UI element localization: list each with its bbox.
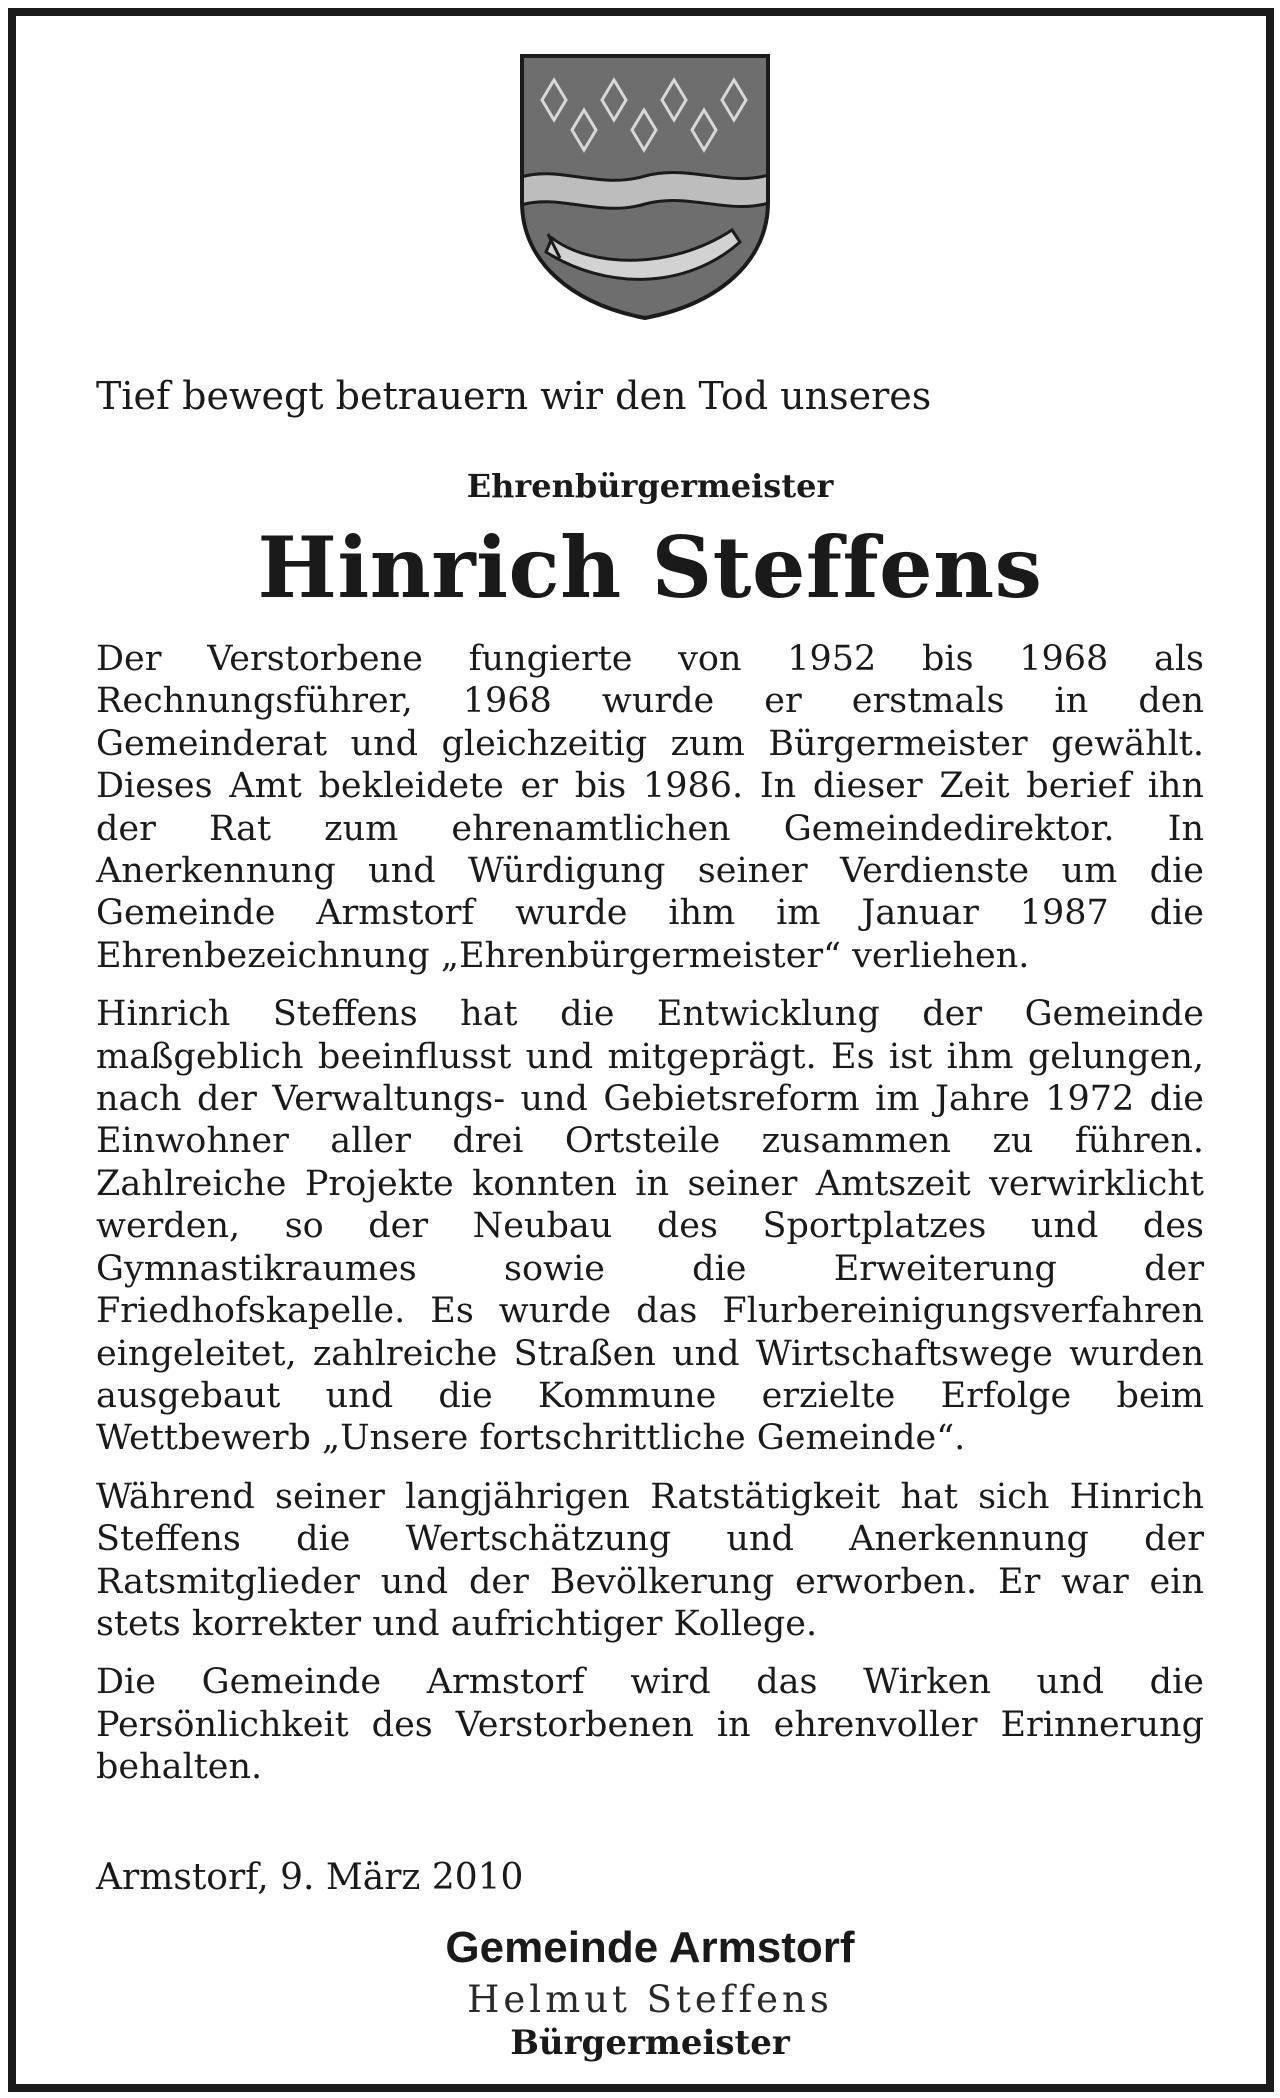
- signature-title: Bürgermeister: [510, 2023, 790, 2063]
- signature-organization: Gemeinde Armstorf: [445, 1923, 855, 1972]
- coat-of-arms-icon: [518, 52, 772, 322]
- notice-body: [96, 638, 1204, 1805]
- notice-frame: [8, 8, 1274, 2092]
- signature-person: Helmut Steffens: [467, 1978, 833, 2021]
- paragraph-achievements: Hinrich Steffens hat die Entwicklung der Gemeinde maßgeblich beeinflusst und mitgeprägt. Es ist ihm gelungen, nach der Verwaltungs- und Gebietsreform im Jahre 1972 die Einwohner aller drei Ortsteile zusammen zu führen. Zahlreiche Projekte konnten in seiner Amtszeit verwirklicht werden, so der Neubau des Sportplatzes und des Gymnastikraumes sowie die Erweiterung der Friedhofskapelle. Es wurde das Flurbereinigungsverfahren eingeleitet, zahlreiche Straßen und Wirtschaftswege wurden ausgebaut und die Kommune erzielte Erfolge beim Wettbewerb „Unsere fortschrittliche Gemeinde“.: [96, 994, 1204, 1459]
- paragraph-career: Der Verstorbene fungierte von 1952 bis 1968 als Rechnungsführer, 1968 wurde er erstmals in den Gemeinderat und gleichzeitig zum Bürgermeister gewählt. Dieses Amt bekleidete er bis 1986. In dieser Zeit berief ihn der Rat zum ehrenamtlichen Gemeindedirektor. In Anerkennung und Würdigung seiner Verdienste um die Gemeinde Armstorf wurde ihm im Januar 1987 die Ehrenbezeichnung „Ehrenbürgermeister“ verliehen.: [96, 639, 1204, 976]
- paragraph-council: Während seiner langjährigen Ratstätigkeit hat sich Hinrich Steffens die Wertschätzung und Anerkennung der Ratsmitglieder und der Bevölkerung erworben. Er war ein stets korrekter und aufrichtiger Kollege.: [96, 1476, 1204, 1644]
- paragraph-closing: Die Gemeinde Armstorf wird das Wirken und die Persönlichkeit des Verstorbenen in ehrenvoller Erinnerung behalten.: [96, 1662, 1204, 1788]
- deceased-name: Hinrich Steffens: [257, 518, 1043, 617]
- intro-line: Tief bewegt betrauern wir den Tod unseres: [96, 374, 932, 418]
- honorific-title: Ehrenbürgermeister: [466, 467, 834, 505]
- dateline: Armstorf, 9. März 2010: [96, 1857, 524, 1898]
